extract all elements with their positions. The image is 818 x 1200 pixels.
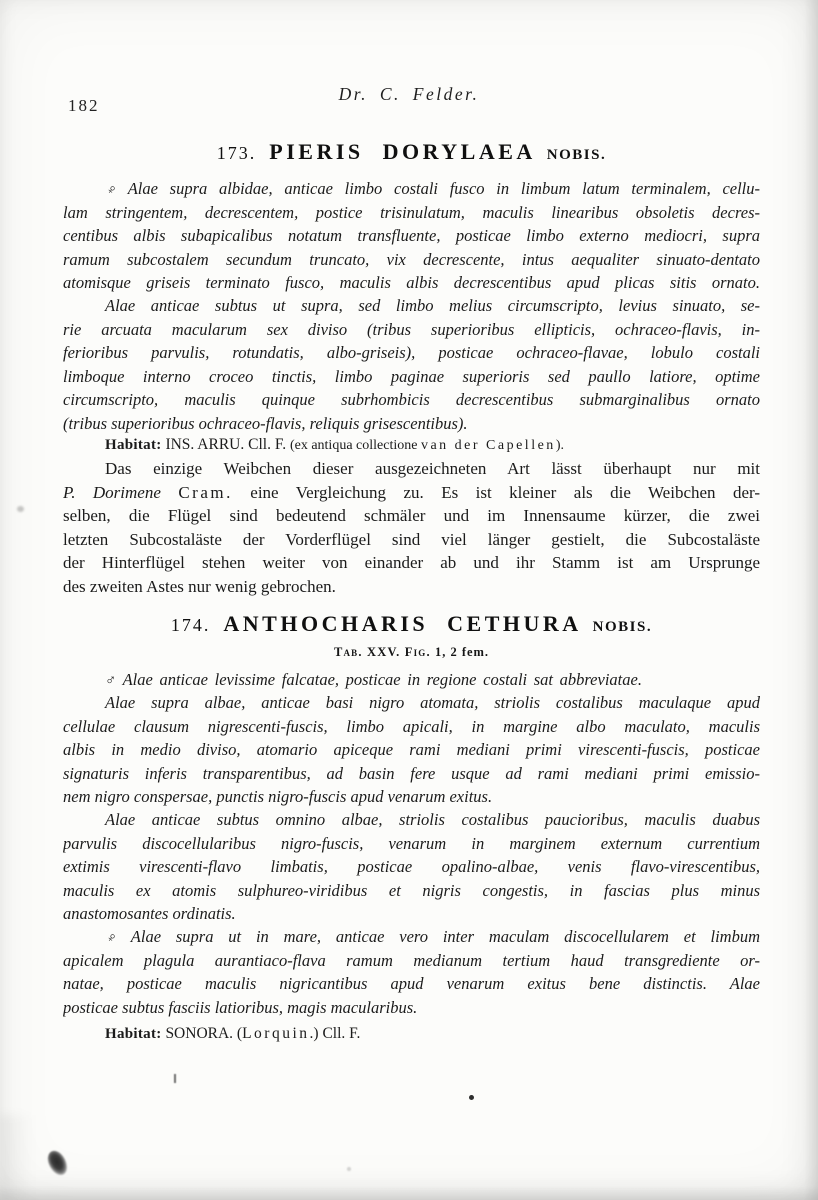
latin-paragraph-male [63,668,760,692]
species-number: 174. [170,615,211,635]
collector-name: van der Capellen [420,438,556,453]
species-name: ANTHOCHARIS CETHURA [223,611,582,636]
species-heading-174 [63,611,760,637]
text-line: Alae anticae subtus ut supra, sed limbo melius circumscripto, levius sinuato, se- [105,296,760,315]
scan-speck [469,1095,474,1100]
text-line-text: Alae supra albidae, anticae limbo costali fusco in limbum latum terminalem, cellu- [127,179,760,198]
page-edge-shadow [804,0,818,1200]
page-number: 182 [68,96,100,115]
text-line [63,177,760,201]
text-line: parvulis discocellularibus nigro-fuscis, venarum in marginem externum currentium [63,833,760,853]
author-name: Cram. [178,482,233,502]
species-attribution: NOBIS. [592,619,653,635]
text-line: rie arcuata macularum sex diviso (tribus superioribus ellipticis, ochraceo-flavis, in- [63,319,760,339]
discussion-paragraph [63,457,760,598]
collector-name: Lorquin [242,1025,310,1042]
latin-paragraph-upper-side [63,691,760,809]
text-line: selben, die Flügel sind bedeutend schmäler und im Innensaume kürzer, die zwei [63,506,760,525]
ink-blot [44,1148,71,1179]
text-line: Alae supra albae, anticae basi nigro atomata, striolis costalibus maculaque apud [105,693,760,712]
habitat-close: .) [309,1025,323,1042]
habitat-line-174 [63,1022,760,1046]
latin-paragraph-2 [63,294,760,435]
habitat-open: ( [236,1025,243,1042]
male-symbol: ♂ [105,673,117,689]
text-line [63,925,760,949]
text-line: (tribus superioribus ochraceo-flavis, reliquis grisescentibus). [63,413,468,433]
scan-smudge [0,1115,34,1200]
running-header: Dr. C. Felder. [338,84,480,104]
latin-paragraph-under-side [63,808,760,926]
habitat-label: Habitat: [105,437,162,453]
habitat-tail: Cll. F. [322,1025,361,1042]
latin-paragraph-female [63,925,760,1019]
species-attribution: NOBIS. [546,147,607,163]
text-line: albis in medio diviso, atomario apiceque rami mediani primi virescenti-fuscis, posticae [63,740,760,759]
habitat-label: Habitat: [105,1026,162,1042]
text-line-text: Alae supra ut in mare, anticae vero inter maculam discocellularem et limbum [130,927,760,946]
text-line: anastomosantes ordinatis. [63,904,236,923]
text-line: maculis ex atomis sulphureo-viridibus et nigris congestis, in fascias plus minus [63,880,760,900]
text-line: ramum subcostalem secundum truncato, vix decrescente, intus aequaliter sinuato-dentato [63,249,760,269]
scan-speck [17,506,24,512]
female-symbol: ♀ [101,180,121,200]
page-edge-shadow [0,1186,818,1200]
text-line [63,481,760,505]
habitat-collection-note: (ex antiqua collectione [289,438,421,453]
habitat-close: ). [555,438,564,453]
text-line: nem nigro conspersae, punctis nigro-fuscis apud venarum exitus. [63,787,493,806]
text-line: der Hinterflügel stehen weiter von einander ab und ihr Stamm ist am Ursprunge [63,553,760,572]
text-line: apicalem plagula aurantiaco-flava ramum medianum tertium haud transgrediente or- [63,950,760,970]
text-line: atomisque griseis terminato fusco, maculis albis decrescentibus apud plicas sitis ornato. [63,273,760,292]
text-line: circumscripto, maculis quinque subrhombicis decrescentibus submarginalibus ornato [63,390,760,409]
compared-species-name: P. Dorimene [63,482,161,502]
habitat-location: INS. ARRU. Cll. F. [161,436,290,453]
text-line: Das einzige Weibchen dieser ausgezeichneten Art lässt überhaupt nur mit [105,459,760,478]
text-line-text: eine Vergleichung zu. Es ist kleiner als die Weibchen der- [232,482,760,502]
habitat-location: SONORA. [161,1025,237,1042]
text-line: Alae anticae subtus omnino albae, striolis costalibus paucioribus, maculis duabus [105,810,760,829]
latin-paragraph-1 [63,177,760,295]
text-line: natae, posticae maculis nigricantibus apud venarum exitus bene distinctis. Alae [63,974,760,993]
text-line-text: Alae anticae levissime falcatae, posticae in regione costali sat abbreviatae. [122,670,642,689]
scan-speck [347,1167,351,1171]
text-line: extimis virescenti-flavo limbatis, posticae opalino-albae, venis flavo-virescentibus, [63,857,760,876]
text-line: limboque interno croceo tinctis, limbo paginae superioris sed paullo latiore, optime [63,366,760,386]
text-line: posticae subtus fasciis latioribus, magis macularibus. [63,997,418,1017]
plate-reference [63,645,760,660]
plate-reference-smallcaps: Tab. XXV. Fig. [333,645,431,659]
text-line: cellulae clausum nigrescenti-fuscis, limbo apicali, in margine albo maculato, maculis [63,716,760,736]
species-name: PIERIS DORYLAEA [269,139,536,164]
plate-reference-figures: 1, 2 fem. [430,645,490,659]
text-line: des zweiten Astes nur wenig gebrochen. [63,576,336,596]
text-line: signaturis inferis transparentibus, ad basin fere usque ad rami mediani primi emissio- [63,763,760,783]
text-line: lam stringentem, decrescentem, postice trisinulatum, maculis linearibus obsoletis decres- [63,202,760,222]
text-line: centibus albis subapicalibus notatum transfluente, posticae limbo externo mediocri, supra [63,226,760,245]
text-line: ferioribus parvulis, rotundatis, albo-griseis), posticae ochraceo-flavae, lobulo costali [63,343,760,362]
text-line: letzten Subcostaläste der Vorderflügel sind viel länger gestielt, die Subcostaläste [63,529,760,549]
female-symbol: ♀ [101,928,121,948]
scan-speck [174,1074,176,1083]
text-line [63,668,760,692]
habitat-line-173 [63,433,760,457]
species-heading-173 [63,139,760,165]
species-number: 173. [216,143,257,163]
